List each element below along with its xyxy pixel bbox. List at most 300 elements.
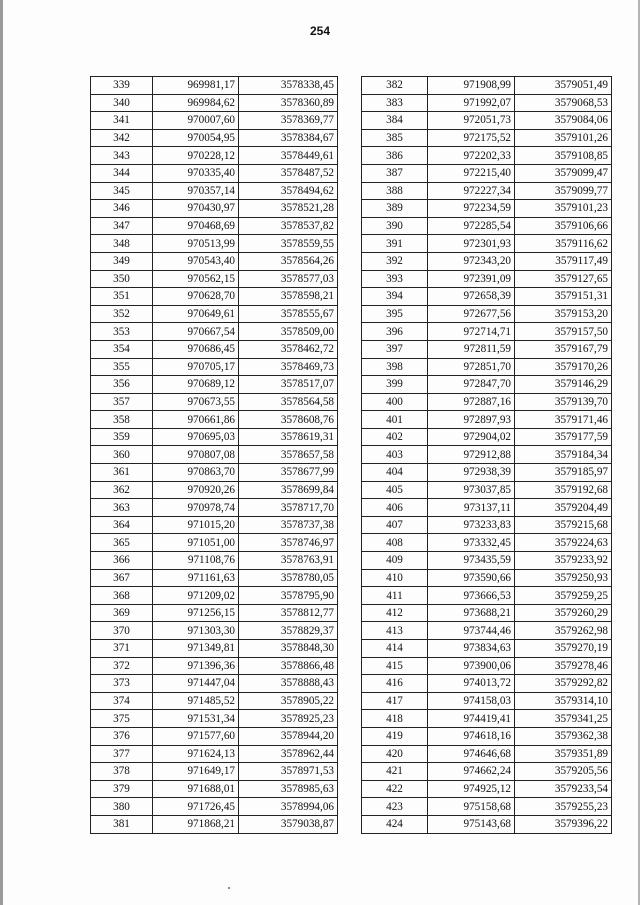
point-number: 340 [91,94,153,112]
point-number: 396 [362,323,428,341]
x-coordinate: 971051,00 [153,534,239,552]
point-number: 393 [362,270,428,288]
table-row [362,270,612,288]
table-row [91,94,338,112]
table-row [362,393,612,411]
table-row [91,217,338,235]
y-coordinate: 3578944,20 [239,727,338,745]
x-coordinate: 972227,34 [428,182,515,200]
point-number: 405 [362,481,428,499]
x-coordinate: 973435,59 [428,552,515,570]
point-number: 385 [362,129,428,147]
x-coordinate: 974618,16 [428,727,515,745]
table-row [362,569,612,587]
x-coordinate: 972897,93 [428,411,515,429]
x-coordinate: 974925,12 [428,780,515,798]
x-coordinate: 970357,14 [153,182,239,200]
y-coordinate: 3578449,61 [239,147,338,165]
y-coordinate: 3579192,68 [515,481,612,499]
table-row [362,640,612,658]
point-number: 380 [91,798,153,816]
table-row [91,622,338,640]
point-number: 351 [91,288,153,306]
y-coordinate: 3578517,07 [239,376,338,394]
x-coordinate: 970978,74 [153,499,239,517]
scan-speck [228,887,230,889]
point-number: 345 [91,182,153,200]
y-coordinate: 3578494,62 [239,182,338,200]
x-coordinate: 971577,60 [153,727,239,745]
point-number: 359 [91,428,153,446]
x-coordinate: 971015,20 [153,516,239,534]
y-coordinate: 3579116,62 [515,235,612,253]
point-number: 401 [362,411,428,429]
y-coordinate: 3579167,79 [515,340,612,358]
table-row [362,727,612,745]
y-coordinate: 3578657,58 [239,446,338,464]
x-coordinate: 970649,61 [153,305,239,323]
y-coordinate: 3578577,03 [239,270,338,288]
x-coordinate: 970686,45 [153,340,239,358]
table-row [362,815,612,833]
x-coordinate: 973037,85 [428,481,515,499]
y-coordinate: 3579157,50 [515,323,612,341]
table-row [362,516,612,534]
y-coordinate: 3578829,37 [239,622,338,640]
point-number: 367 [91,569,153,587]
x-coordinate: 970562,15 [153,270,239,288]
table-row [91,446,338,464]
y-coordinate: 3579260,29 [515,604,612,622]
point-number: 356 [91,376,153,394]
y-coordinate: 3579177,59 [515,428,612,446]
point-number: 372 [91,657,153,675]
x-coordinate: 970920,26 [153,481,239,499]
y-coordinate: 3579171,46 [515,411,612,429]
point-number: 394 [362,288,428,306]
y-coordinate: 3579292,82 [515,675,612,693]
table-row [91,675,338,693]
point-number: 417 [362,692,428,710]
table-row [362,376,612,394]
point-number: 358 [91,411,153,429]
table-row [91,763,338,781]
point-number: 409 [362,552,428,570]
point-number: 388 [362,182,428,200]
point-number: 354 [91,340,153,358]
point-number: 412 [362,604,428,622]
y-coordinate: 3578509,00 [239,323,338,341]
table-row [362,200,612,218]
table-row [91,534,338,552]
x-coordinate: 973900,06 [428,657,515,675]
scan-left-edge [0,0,3,905]
y-coordinate: 3579117,49 [515,252,612,270]
y-coordinate: 3579146,29 [515,376,612,394]
x-coordinate: 972904,02 [428,428,515,446]
table-row [91,780,338,798]
x-coordinate: 972234,59 [428,200,515,218]
point-number: 364 [91,516,153,534]
x-coordinate: 969981,17 [153,77,239,95]
x-coordinate: 972887,16 [428,393,515,411]
y-coordinate: 3579341,25 [515,710,612,728]
x-coordinate: 973744,46 [428,622,515,640]
y-coordinate: 3579351,89 [515,745,612,763]
table-row [91,323,338,341]
table-row [362,147,612,165]
table-row [91,358,338,376]
y-coordinate: 3579151,31 [515,288,612,306]
point-number: 413 [362,622,428,640]
y-coordinate: 3578564,58 [239,393,338,411]
y-coordinate: 3578338,45 [239,77,338,95]
x-coordinate: 970054,95 [153,129,239,147]
table-row [362,235,612,253]
y-coordinate: 3578564,26 [239,252,338,270]
table-row [362,763,612,781]
table-row [362,534,612,552]
y-coordinate: 3579224,63 [515,534,612,552]
table-row [91,604,338,622]
x-coordinate: 972714,71 [428,323,515,341]
y-coordinate: 3579205,56 [515,763,612,781]
table-row [362,499,612,517]
table-row [362,745,612,763]
x-coordinate: 971908,99 [428,77,515,95]
table-row [362,675,612,693]
point-number: 408 [362,534,428,552]
coordinates-table-right [361,76,612,834]
table-row [362,622,612,640]
y-coordinate: 3579099,47 [515,164,612,182]
x-coordinate: 972051,73 [428,112,515,130]
x-coordinate: 970228,12 [153,147,239,165]
point-number: 378 [91,763,153,781]
point-number: 402 [362,428,428,446]
point-number: 347 [91,217,153,235]
point-number: 397 [362,340,428,358]
point-number: 390 [362,217,428,235]
x-coordinate: 974662,24 [428,763,515,781]
table-row [362,129,612,147]
table-row [91,164,338,182]
y-coordinate: 3578537,82 [239,217,338,235]
x-coordinate: 970689,12 [153,376,239,394]
point-number: 404 [362,464,428,482]
point-number: 363 [91,499,153,517]
point-number: 344 [91,164,153,182]
x-coordinate: 973688,21 [428,604,515,622]
y-coordinate: 3579262,98 [515,622,612,640]
point-number: 349 [91,252,153,270]
x-coordinate: 972343,20 [428,252,515,270]
x-coordinate: 972847,70 [428,376,515,394]
x-coordinate: 975143,68 [428,815,515,833]
y-coordinate: 3578985,63 [239,780,338,798]
point-number: 377 [91,745,153,763]
point-number: 399 [362,376,428,394]
table-row [91,393,338,411]
y-coordinate: 3578677,99 [239,464,338,482]
coordinates-table-left [90,76,338,834]
x-coordinate: 972301,93 [428,235,515,253]
y-coordinate: 3578369,77 [239,112,338,130]
y-coordinate: 3578521,28 [239,200,338,218]
point-number: 362 [91,481,153,499]
table-row [91,727,338,745]
x-coordinate: 972175,52 [428,129,515,147]
table-row [362,411,612,429]
y-coordinate: 3579233,92 [515,552,612,570]
y-coordinate: 3579314,10 [515,692,612,710]
coordinates-table-right-body [362,77,612,834]
table-row [91,270,338,288]
point-number: 360 [91,446,153,464]
x-coordinate: 971485,52 [153,692,239,710]
point-number: 382 [362,77,428,95]
x-coordinate: 973332,45 [428,534,515,552]
table-row [362,428,612,446]
x-coordinate: 970673,55 [153,393,239,411]
page-number: 254 [309,24,331,38]
x-coordinate: 972912,88 [428,446,515,464]
x-coordinate: 970430,97 [153,200,239,218]
x-coordinate: 972202,33 [428,147,515,165]
x-coordinate: 970863,70 [153,464,239,482]
point-number: 375 [91,710,153,728]
y-coordinate: 3579215,68 [515,516,612,534]
point-number: 395 [362,305,428,323]
point-number: 350 [91,270,153,288]
y-coordinate: 3579259,25 [515,587,612,605]
y-coordinate: 3579255,23 [515,798,612,816]
y-coordinate: 3579139,70 [515,393,612,411]
table-row [362,657,612,675]
x-coordinate: 973590,66 [428,569,515,587]
y-coordinate: 3578469,73 [239,358,338,376]
x-coordinate: 969984,62 [153,94,239,112]
point-number: 391 [362,235,428,253]
y-coordinate: 3579184,34 [515,446,612,464]
y-coordinate: 3578866,48 [239,657,338,675]
point-number: 339 [91,77,153,95]
point-number: 366 [91,552,153,570]
table-row [362,77,612,95]
x-coordinate: 974419,41 [428,710,515,728]
y-coordinate: 3578925,23 [239,710,338,728]
y-coordinate: 3578487,52 [239,164,338,182]
y-coordinate: 3578971,53 [239,763,338,781]
point-number: 352 [91,305,153,323]
table-row [362,587,612,605]
point-number: 387 [362,164,428,182]
y-coordinate: 3578699,84 [239,481,338,499]
y-coordinate: 3578555,67 [239,305,338,323]
y-coordinate: 3578795,90 [239,587,338,605]
y-coordinate: 3579127,65 [515,270,612,288]
x-coordinate: 970695,03 [153,428,239,446]
y-coordinate: 3579396,22 [515,815,612,833]
x-coordinate: 974646,68 [428,745,515,763]
table-row [362,323,612,341]
table-row [362,464,612,482]
point-number: 368 [91,587,153,605]
table-row [91,464,338,482]
y-coordinate: 3578994,06 [239,798,338,816]
table-row [362,182,612,200]
point-number: 418 [362,710,428,728]
x-coordinate: 970667,54 [153,323,239,341]
table-row [91,798,338,816]
x-coordinate: 970513,99 [153,235,239,253]
y-coordinate: 3578962,44 [239,745,338,763]
y-coordinate: 3578888,43 [239,675,338,693]
y-coordinate: 3578737,38 [239,516,338,534]
table-row [91,569,338,587]
y-coordinate: 3579101,26 [515,129,612,147]
table-row [91,305,338,323]
point-number: 383 [362,94,428,112]
table-row [91,147,338,165]
x-coordinate: 971303,30 [153,622,239,640]
x-coordinate: 971349,81 [153,640,239,658]
table-row [91,288,338,306]
y-coordinate: 3578598,21 [239,288,338,306]
x-coordinate: 972851,70 [428,358,515,376]
y-coordinate: 3579204,49 [515,499,612,517]
y-coordinate: 3579362,38 [515,727,612,745]
y-coordinate: 3578619,31 [239,428,338,446]
y-coordinate: 3579108,85 [515,147,612,165]
x-coordinate: 970007,60 [153,112,239,130]
table-row [362,252,612,270]
x-coordinate: 972938,39 [428,464,515,482]
point-number: 348 [91,235,153,253]
point-number: 410 [362,569,428,587]
x-coordinate: 974013,72 [428,675,515,693]
point-number: 381 [91,815,153,833]
point-number: 370 [91,622,153,640]
table-row [362,446,612,464]
table-row [91,499,338,517]
point-number: 424 [362,815,428,833]
table-row [91,710,338,728]
y-coordinate: 3579185,97 [515,464,612,482]
x-coordinate: 970807,08 [153,446,239,464]
x-coordinate: 970468,69 [153,217,239,235]
table-row [91,340,338,358]
y-coordinate: 3578360,89 [239,94,338,112]
table-row [91,815,338,833]
point-number: 422 [362,780,428,798]
table-row [91,516,338,534]
point-number: 374 [91,692,153,710]
point-number: 342 [91,129,153,147]
y-coordinate: 3578384,67 [239,129,338,147]
point-number: 365 [91,534,153,552]
x-coordinate: 973666,53 [428,587,515,605]
y-coordinate: 3578717,70 [239,499,338,517]
y-coordinate: 3579278,46 [515,657,612,675]
x-coordinate: 972215,40 [428,164,515,182]
table-row [91,200,338,218]
table-row [362,164,612,182]
y-coordinate: 3579270,19 [515,640,612,658]
coordinates-table-left-body [91,77,338,834]
x-coordinate: 971726,45 [153,798,239,816]
table-row [91,481,338,499]
y-coordinate: 3579106,66 [515,217,612,235]
point-number: 341 [91,112,153,130]
x-coordinate: 970335,40 [153,164,239,182]
x-coordinate: 971868,21 [153,815,239,833]
table-row [362,780,612,798]
table-row [91,552,338,570]
x-coordinate: 970705,17 [153,358,239,376]
table-row [362,710,612,728]
x-coordinate: 971447,04 [153,675,239,693]
table-row [362,552,612,570]
table-row [91,745,338,763]
table-row [91,129,338,147]
x-coordinate: 971624,13 [153,745,239,763]
x-coordinate: 971531,34 [153,710,239,728]
table-row [362,112,612,130]
table-row [91,252,338,270]
x-coordinate: 970661,86 [153,411,239,429]
point-number: 376 [91,727,153,745]
table-row [91,411,338,429]
table-row [91,182,338,200]
point-number: 400 [362,393,428,411]
x-coordinate: 973834,63 [428,640,515,658]
point-number: 416 [362,675,428,693]
point-number: 414 [362,640,428,658]
x-coordinate: 971992,07 [428,94,515,112]
x-coordinate: 971161,63 [153,569,239,587]
y-coordinate: 3578848,30 [239,640,338,658]
x-coordinate: 970543,40 [153,252,239,270]
point-number: 353 [91,323,153,341]
y-coordinate: 3579170,26 [515,358,612,376]
y-coordinate: 3578608,76 [239,411,338,429]
table-row [91,376,338,394]
point-number: 379 [91,780,153,798]
y-coordinate: 3578812,77 [239,604,338,622]
point-number: 384 [362,112,428,130]
y-coordinate: 3579051,49 [515,77,612,95]
table-row [362,604,612,622]
x-coordinate: 973137,11 [428,499,515,517]
y-coordinate: 3579038,87 [239,815,338,833]
table-row [91,657,338,675]
x-coordinate: 974158,03 [428,692,515,710]
y-coordinate: 3578763,91 [239,552,338,570]
point-number: 355 [91,358,153,376]
point-number: 406 [362,499,428,517]
point-number: 386 [362,147,428,165]
table-row [362,798,612,816]
y-coordinate: 3579153,20 [515,305,612,323]
table-row [91,692,338,710]
table-row [362,692,612,710]
table-row [91,235,338,253]
x-coordinate: 971108,76 [153,552,239,570]
y-coordinate: 3579250,93 [515,569,612,587]
x-coordinate: 970628,70 [153,288,239,306]
y-coordinate: 3579233,54 [515,780,612,798]
